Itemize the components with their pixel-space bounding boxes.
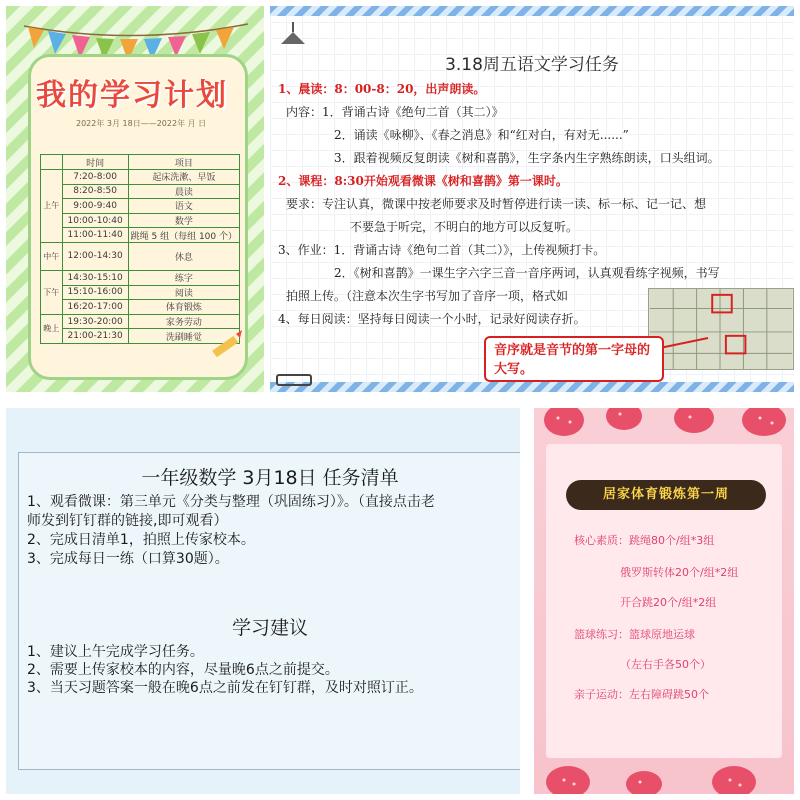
- plan-title: 我的学习计划: [36, 78, 228, 113]
- table-row: [41, 300, 240, 315]
- table-row: [41, 228, 240, 243]
- table-row: [41, 213, 240, 228]
- time-cell: 9:00-9:40: [62, 199, 128, 214]
- period-noon: 中午: [41, 242, 63, 270]
- math-task-list: [27, 493, 520, 569]
- header-time: 时间: [62, 155, 128, 170]
- list-item: 1、建议上午完成学习任务。: [27, 644, 204, 660]
- item-cell: 数学: [128, 213, 239, 228]
- strawberry-icon: [534, 408, 794, 448]
- item-cell: 语文: [128, 199, 239, 214]
- time-cell: 10:00-10:40: [62, 213, 128, 228]
- schedule-table: [40, 154, 240, 344]
- requirement-line: 要求：专注认真，微课中按老师要求及时暂停进行读一读、标一标、记一记、想: [286, 197, 707, 211]
- period-evening: 晚上: [41, 314, 63, 343]
- advice-list: [27, 643, 520, 697]
- chinese-task-panel: [270, 6, 794, 392]
- item-cell: 体育锻炼: [128, 300, 239, 315]
- exercise-panel: [534, 408, 794, 794]
- period-morning: 上午: [41, 170, 63, 243]
- class-line: 2、课程：8:30开始观看微课《树和喜鹊》第一课时。: [278, 174, 568, 188]
- table-row: [41, 170, 240, 185]
- item-cell: 跳绳 5 组（每组 100 个）: [128, 228, 239, 243]
- math-task-panel: [6, 408, 520, 794]
- callout-note: 音序就是音节的第一字母的大写。: [484, 336, 664, 382]
- exercise-title-badge: 居家体育锻炼第一周: [566, 480, 766, 510]
- item-cell: 阅读: [128, 285, 239, 300]
- math-task-frame: [18, 452, 520, 770]
- list-item: 1、观看微课：第三单元《分类与整理（巩固练习）》。（直接点击老: [27, 494, 435, 510]
- list-item: 2、完成日清单1，拍照上传家校本。: [27, 532, 255, 548]
- list-item: 3、当天习题答案一般在晚6点之前发在钉钉群，及时对照订正。: [27, 680, 423, 696]
- time-cell: 14:30-15:10: [62, 270, 128, 285]
- bottom-bar-decoration: [276, 374, 312, 386]
- item-cell: 晨读: [128, 184, 239, 199]
- list-item: 2、需要上传家校本的内容，尽量晚6点之前提交。: [27, 662, 339, 678]
- table-row: [41, 270, 240, 285]
- period-afternoon: 下午: [41, 270, 63, 314]
- handwriting-photo: [648, 288, 794, 370]
- table-row: [41, 184, 240, 199]
- time-cell: 11:00-11:40: [62, 228, 128, 243]
- time-cell: 21:00-21:30: [62, 329, 128, 344]
- list-item: 3、完成每日一练（口算30题）。: [27, 551, 229, 567]
- item-cell: 起床洗漱、早饭: [128, 170, 239, 185]
- list-item: 核心素质：跳绳80个/组*3组: [574, 534, 715, 547]
- list-item: 篮球练习：篮球原地运球: [574, 628, 695, 641]
- math-task-title: 一年级数学 3月18日 任务清单: [141, 467, 399, 489]
- table-row: [41, 285, 240, 300]
- item-cell: 练字: [128, 270, 239, 285]
- bottom-stripe: [270, 382, 794, 392]
- header-cell: [41, 155, 63, 170]
- header-item: 项目: [128, 155, 239, 170]
- time-cell: 19:30-20:00: [62, 314, 128, 329]
- content-line: 3．跟着视频反复朗读《树和喜鹊》，生字条内生字熟练朗读，口头组词。: [334, 151, 720, 165]
- lamp-icon: [278, 22, 308, 48]
- content-line: 2．诵读《咏柳》、《春之消息》和“红对白，有对无......”: [334, 128, 629, 142]
- item-cell: 休息: [128, 242, 239, 270]
- item-cell: 洗刷睡觉: [128, 329, 239, 344]
- morning-reading-line: 1、晨读：8：00-8：20，出声朗读。: [278, 82, 486, 96]
- time-cell: 16:20-17:00: [62, 300, 128, 315]
- list-item: 师发到钉钉群的链接,即可观看）: [27, 513, 228, 529]
- advice-title: 学习建议: [231, 617, 308, 639]
- table-row: [41, 242, 240, 270]
- plan-date-range: 2022年 3月 18日——2022年 月 日: [76, 119, 207, 128]
- strawberry-icon: [534, 754, 794, 794]
- table-row: [41, 199, 240, 214]
- list-item: 俄罗斯转体20个/组*2组: [620, 566, 739, 579]
- homework-line: 2．《树和喜鹊》一课生字六字三音一音序两词，认真观看练字视频，书写: [334, 266, 720, 280]
- homework-line: 3、作业：1．背诵古诗《绝句二首（其二）》，上传视频打卡。: [278, 243, 606, 257]
- homework-line: 拍照上传。（注意本次生字书写加了音序一项，格式如: [286, 289, 569, 303]
- requirement-line: 不要急于听完，不明白的地方可以反复听。: [350, 220, 579, 234]
- daily-reading-line: 4、每日阅读：坚持每日阅读一个小时，记录好阅读存折。: [278, 312, 586, 326]
- item-cell: 家务劳动: [128, 314, 239, 329]
- time-cell: 12:00-14:30: [62, 242, 128, 270]
- list-item: 开合跳20个/组*2组: [620, 596, 717, 609]
- chinese-task-title: 3.18周五语文学习任务: [445, 55, 619, 75]
- time-cell: 8:20-8:50: [62, 184, 128, 199]
- pencil-icon: [206, 326, 246, 366]
- list-item: （左右手各50个）: [620, 658, 711, 671]
- time-cell: 15:10-16:00: [62, 285, 128, 300]
- list-item: 亲子运动：左右障碍跳50个: [574, 688, 709, 701]
- top-stripe: [270, 6, 794, 16]
- study-plan-panel: [6, 6, 264, 392]
- content-line: 内容：1．背诵古诗《绝句二首（其二）》: [286, 105, 504, 119]
- time-cell: 7:20-8:00: [62, 170, 128, 185]
